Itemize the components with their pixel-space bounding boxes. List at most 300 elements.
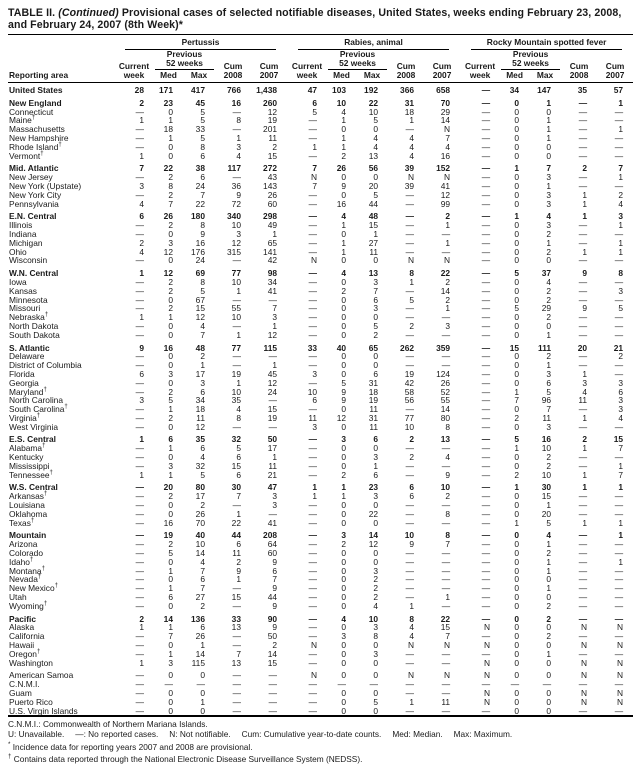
value-cell: 55 [231, 303, 241, 314]
value-cell: 2 [373, 574, 379, 585]
value-cell: — [405, 657, 415, 668]
value-cell: — [135, 329, 144, 340]
value-cell: — [405, 548, 415, 559]
value-cell: — [481, 386, 491, 397]
table-row [8, 221, 633, 230]
value-cell: 3 [139, 180, 144, 191]
value-cell: 5 [546, 386, 552, 397]
value-cell: 2 [341, 150, 347, 161]
value-cell: 0 [373, 657, 379, 668]
value-cell: 1 [409, 115, 415, 126]
value-cell: 10 [404, 421, 415, 432]
value-cell: 1 [582, 211, 588, 222]
col-header-cum-2007: Cum 2007 [605, 61, 625, 80]
value-cell: 1 [200, 640, 205, 651]
value-cell: 14 [440, 285, 451, 296]
value-cell: — [441, 517, 451, 528]
value-cell: 6 [373, 434, 379, 445]
value-cell: 3 [618, 377, 624, 388]
value-cell: 0 [341, 452, 347, 463]
value-cell: — [405, 285, 415, 296]
value-cell: 24 [195, 255, 205, 266]
value-cell: — [481, 517, 491, 528]
value-cell: 7 [236, 648, 241, 659]
value-cell: 11 [578, 395, 588, 406]
value-cell: 16 [231, 97, 241, 108]
value-cell: 45 [267, 368, 278, 379]
value-cell: 1 [236, 574, 241, 585]
value-cell: 0 [341, 592, 347, 603]
value-cell: — [614, 368, 624, 379]
value-cell: — [135, 255, 144, 266]
value-cell: — [481, 491, 491, 502]
value-cell: 21 [613, 342, 624, 353]
value-cell: 1 [618, 482, 624, 493]
table-title-rest: Provisional cases of selected notifiable diseases, United States, weeks ending February 23, 2008, and February 24, 2007 (8th Week)* [8, 7, 622, 31]
table-row [8, 134, 633, 143]
value-cell: — [441, 583, 451, 594]
value-cell: 99 [440, 198, 451, 209]
value-cell: — [308, 600, 318, 611]
value-cell: 19 [267, 412, 278, 423]
value-cell: 6 [236, 469, 241, 480]
value-cell: 55 [440, 395, 451, 406]
value-cell: 8 [200, 141, 205, 152]
value-cell: — [405, 124, 415, 135]
value-cell: — [405, 198, 415, 209]
value-cell: 1 [236, 329, 241, 340]
value-cell: — [268, 395, 278, 406]
value-cell: 19 [231, 368, 241, 379]
table-row [8, 125, 633, 134]
value-cell: 0 [514, 228, 520, 239]
value-cell: — [268, 670, 278, 681]
value-cell: 4 [236, 150, 241, 161]
value-cell: — [614, 574, 624, 585]
value-cell: — [308, 285, 318, 296]
value-cell: — [135, 412, 144, 423]
value-cell: 2 [582, 434, 588, 445]
value-cell: 3 [373, 452, 379, 463]
value-cell: — [135, 228, 144, 239]
value-cell: 1 [168, 115, 173, 126]
value-cell: — [405, 565, 415, 576]
value-cell: — [481, 377, 491, 388]
footnotes [8, 720, 633, 764]
value-cell: 16 [336, 198, 347, 209]
legend-unavailable: U: Unavailable. [8, 728, 65, 739]
table-row [8, 632, 633, 641]
col-header-cum-2007: Cum 2007 [259, 61, 279, 80]
value-cell: — [308, 320, 318, 331]
value-cell: 1 [312, 491, 318, 502]
value-cell: 2 [168, 172, 173, 183]
value-cell: — [578, 106, 588, 117]
value-cell: 4 [409, 622, 415, 633]
table-row [8, 567, 633, 576]
value-cell: 0 [168, 452, 173, 463]
value-cell: 8 [445, 530, 451, 541]
value-cell: 0 [341, 404, 347, 415]
value-cell: — [481, 255, 491, 266]
value-cell: — [135, 172, 144, 183]
value-cell: 0 [546, 696, 552, 707]
value-cell: 12 [267, 329, 278, 340]
value-cell: 2 [618, 189, 624, 200]
value-cell: — [232, 360, 241, 371]
value-cell: 117 [227, 163, 241, 174]
value-cell: 6 [409, 491, 415, 502]
value-cell: 0 [514, 312, 520, 323]
value-cell: 2 [341, 469, 347, 480]
value-cell: — [135, 491, 144, 502]
value-cell: — [614, 452, 624, 463]
value-cell: — [308, 583, 318, 594]
value-cell: — [232, 320, 241, 331]
value-cell: 0 [341, 548, 347, 559]
col-header-max: Max [536, 70, 554, 80]
value-cell: — [481, 106, 491, 117]
value-cell: — [441, 460, 451, 471]
value-cell: 3 [200, 377, 205, 388]
value-cell: 2 [139, 97, 144, 108]
col-header-cum-2008: Cum 2008 [396, 61, 416, 80]
value-cell: 0 [341, 508, 347, 519]
value-cell: 0 [514, 548, 520, 559]
value-cell: 15 [440, 622, 451, 633]
region-total-row [8, 265, 633, 278]
value-cell: 3 [168, 368, 173, 379]
value-cell: — [308, 517, 318, 528]
value-cell: — [614, 180, 624, 191]
value-cell: 3 [618, 395, 624, 406]
value-cell: 115 [191, 657, 205, 668]
value-cell: 1 [546, 124, 552, 135]
value-cell: — [232, 688, 241, 698]
value-cell: 2 [546, 228, 552, 239]
value-cell: 0 [341, 696, 347, 707]
table-row [8, 623, 633, 632]
value-cell: 0 [200, 688, 205, 698]
value-cell: — [614, 141, 624, 152]
value-cell: 4 [373, 141, 379, 152]
table-row [8, 405, 633, 414]
value-cell: — [481, 276, 491, 287]
value-cell: 15 [195, 303, 205, 314]
value-cell: 0 [168, 600, 173, 611]
reporting-area-cell: New Hampshire [9, 132, 69, 143]
value-cell: 77 [404, 412, 415, 423]
value-cell: N [617, 696, 624, 707]
value-cell: — [308, 613, 318, 624]
value-cell: — [481, 303, 491, 314]
value-cell: — [135, 443, 144, 454]
value-cell: 1 [341, 482, 347, 493]
table-row [8, 396, 633, 405]
value-cell: 0 [514, 539, 520, 550]
value-cell: 0 [341, 443, 347, 454]
reporting-area-cell: New York City [9, 189, 62, 200]
region-total-row [8, 95, 633, 108]
reporting-area-cell: Arizona [9, 539, 38, 550]
value-cell: — [614, 360, 624, 371]
reporting-area-cell: Texas† [9, 517, 35, 528]
reporting-area-cell: Colorado [9, 548, 43, 559]
reporting-area-header: Reporting area [9, 70, 69, 80]
value-cell: 10 [541, 443, 552, 454]
value-cell: 48 [368, 211, 379, 222]
value-cell: 10 [231, 276, 241, 287]
value-cell: 4 [139, 246, 144, 257]
value-cell: 27 [195, 592, 205, 603]
table-row [8, 575, 633, 584]
value-cell: — [614, 705, 624, 716]
value-cell: — [578, 294, 588, 305]
value-cell: 70 [195, 517, 205, 528]
value-cell: 12 [195, 421, 205, 432]
value-cell: 31 [368, 412, 379, 423]
value-cell: 6 [373, 368, 379, 379]
value-cell: — [135, 276, 144, 287]
value-cell: 0 [514, 491, 520, 502]
value-cell: 6 [200, 150, 205, 161]
value-cell: — [135, 705, 144, 716]
value-cell: — [405, 312, 415, 323]
value-cell: 3 [272, 491, 278, 502]
table-row [8, 143, 633, 152]
value-cell: 1 [341, 115, 347, 126]
value-cell: 23 [163, 97, 173, 108]
value-cell: — [135, 583, 144, 594]
value-cell: — [481, 294, 491, 305]
value-cell: 9 [409, 539, 415, 550]
value-cell: 1 [618, 220, 624, 231]
value-cell: — [405, 404, 415, 415]
value-cell: 5 [200, 469, 205, 480]
value-cell: — [405, 360, 415, 371]
value-cell: 19 [404, 368, 415, 379]
table-row [8, 414, 633, 423]
value-cell: 9 [139, 342, 144, 353]
value-cell: 9 [582, 268, 588, 279]
value-cell: — [232, 583, 241, 594]
value-cell: — [441, 565, 451, 576]
value-cell: 43 [267, 172, 278, 183]
value-cell: 9 [272, 556, 278, 567]
value-cell: 7 [546, 163, 552, 174]
value-cell: 1 [168, 469, 173, 480]
value-cell: 192 [364, 85, 379, 95]
table-row [8, 540, 633, 549]
footnote-cnmi: C.N.M.I.: Commonwealth of Northern Mariana Islands. [8, 719, 208, 730]
value-cell: 0 [168, 508, 173, 519]
value-cell: 0 [341, 648, 347, 659]
value-cell: 11 [308, 412, 318, 423]
value-cell: 2 [618, 351, 624, 362]
value-cell: 33 [231, 613, 241, 624]
value-cell: 11 [268, 460, 278, 471]
value-cell: 3 [272, 312, 278, 323]
value-cell: 2 [409, 434, 415, 445]
reporting-area-cell: Oregon† [9, 648, 41, 659]
value-cell: 36 [231, 180, 241, 191]
value-cell: 69 [195, 268, 205, 279]
table-row [8, 462, 633, 471]
table-title-continued: (Continued) [58, 7, 119, 19]
value-cell: 17 [267, 443, 278, 454]
value-cell: 34 [267, 276, 278, 287]
value-cell: 0 [514, 657, 520, 668]
value-cell: 1 [582, 443, 588, 454]
value-cell: 3 [546, 220, 552, 231]
reporting-area-cell: Georgia [9, 377, 39, 388]
col-header-previous-52-weeks: Previous 52 weeks [327, 50, 388, 70]
value-cell: 19 [267, 115, 278, 126]
value-cell: 3 [618, 404, 624, 415]
table-row [8, 361, 633, 370]
value-cell: 1 [373, 460, 379, 471]
table-row [8, 256, 633, 265]
value-cell: 31 [368, 377, 379, 388]
value-cell: 7 [312, 180, 318, 191]
value-cell: — [232, 670, 241, 681]
value-cell: — [308, 565, 318, 576]
value-cell: 42 [267, 255, 278, 266]
value-cell: 1 [445, 237, 451, 248]
value-cell: 3 [546, 172, 552, 183]
value-cell: 10 [440, 482, 451, 493]
value-cell: — [578, 228, 588, 239]
value-cell: 0 [168, 351, 173, 362]
value-cell: 3 [373, 648, 379, 659]
value-cell: — [135, 517, 144, 528]
value-cell: 15 [267, 150, 278, 161]
value-cell: — [308, 556, 318, 567]
value-cell: N [484, 657, 491, 668]
value-cell: — [308, 508, 318, 519]
region-total-row [8, 527, 633, 540]
value-cell: 0 [514, 351, 520, 362]
value-cell: 22 [163, 163, 173, 174]
value-cell: 1 [200, 696, 205, 707]
value-cell: — [481, 329, 491, 340]
value-cell: — [405, 246, 415, 257]
value-cell: 41 [440, 180, 451, 191]
value-cell: 3 [341, 631, 347, 642]
table-row [8, 108, 633, 117]
value-cell: 0 [514, 189, 520, 200]
value-cell: — [578, 648, 588, 659]
value-cell: N [444, 255, 451, 266]
value-cell: 2 [373, 592, 379, 603]
value-cell: 1 [341, 220, 347, 231]
value-cell: 0 [514, 574, 520, 585]
value-cell: — [268, 294, 278, 305]
value-cell: 3 [236, 228, 241, 239]
value-cell: — [135, 124, 144, 135]
value-cell: 3 [341, 530, 347, 541]
value-cell: — [578, 460, 588, 471]
value-cell: 0 [373, 443, 379, 454]
reporting-area-cell: Alaska [9, 622, 35, 633]
value-cell: N [581, 688, 588, 698]
value-cell: — [614, 115, 624, 126]
value-cell: — [308, 539, 318, 550]
value-cell: — [441, 679, 451, 690]
value-cell: 0 [341, 320, 347, 331]
reporting-area-cell: South Carolina† [9, 404, 68, 415]
table-row [8, 423, 633, 432]
value-cell: 15 [509, 342, 520, 353]
value-cell: 13 [231, 657, 241, 668]
value-cell: 2 [409, 320, 415, 331]
value-cell: 1,438 [256, 85, 278, 95]
value-cell: 1 [168, 132, 173, 143]
value-cell: 0 [514, 500, 520, 511]
value-cell: — [308, 303, 318, 314]
value-cell: 340 [227, 211, 241, 222]
reporting-area-cell: Rhode Island† [9, 141, 62, 152]
value-cell: N [581, 640, 588, 651]
value-cell: — [405, 469, 415, 480]
region-total-row [8, 340, 633, 353]
value-cell: — [481, 132, 491, 143]
value-cell: 56 [404, 395, 415, 406]
value-cell: — [268, 705, 278, 716]
reporting-area-cell: Indiana [9, 228, 37, 239]
value-cell: 0 [514, 452, 520, 463]
value-cell: — [481, 548, 491, 559]
value-cell: 1 [546, 565, 552, 576]
value-cell: 15 [231, 460, 241, 471]
value-cell: 7 [168, 198, 173, 209]
table-row [8, 200, 633, 209]
reporting-area-cell: Arkansas† [9, 491, 48, 502]
value-cell: — [232, 696, 241, 707]
value-cell: 32 [231, 434, 241, 445]
reporting-area-cell: Tennessee† [9, 469, 53, 480]
value-cell: 4 [445, 452, 451, 463]
value-cell: 0 [168, 329, 173, 340]
value-cell: 1 [546, 97, 552, 108]
value-cell: 2 [168, 303, 173, 314]
value-cell: 0 [514, 360, 520, 371]
value-cell: 3 [312, 421, 318, 432]
value-cell: — [308, 469, 318, 480]
value-cell: 0 [514, 648, 520, 659]
value-cell: 22 [440, 613, 451, 624]
value-cell: 0 [341, 312, 347, 323]
region-total-row [8, 208, 633, 221]
value-cell: 26 [195, 508, 205, 519]
value-cell: — [441, 548, 451, 559]
value-cell: 2 [546, 452, 552, 463]
value-cell: 1 [272, 228, 278, 239]
value-cell: 208 [263, 530, 278, 541]
value-cell: — [308, 592, 318, 603]
value-cell: 2 [139, 237, 144, 248]
value-cell: — [578, 97, 588, 108]
value-cell: 1 [546, 329, 552, 340]
value-cell: 5 [168, 548, 173, 559]
table-row [8, 650, 633, 659]
value-cell: — [308, 500, 318, 511]
value-cell: — [481, 421, 491, 432]
table-row [8, 558, 633, 567]
value-cell: — [135, 592, 144, 603]
value-cell: — [135, 421, 144, 432]
value-cell: — [481, 85, 491, 95]
